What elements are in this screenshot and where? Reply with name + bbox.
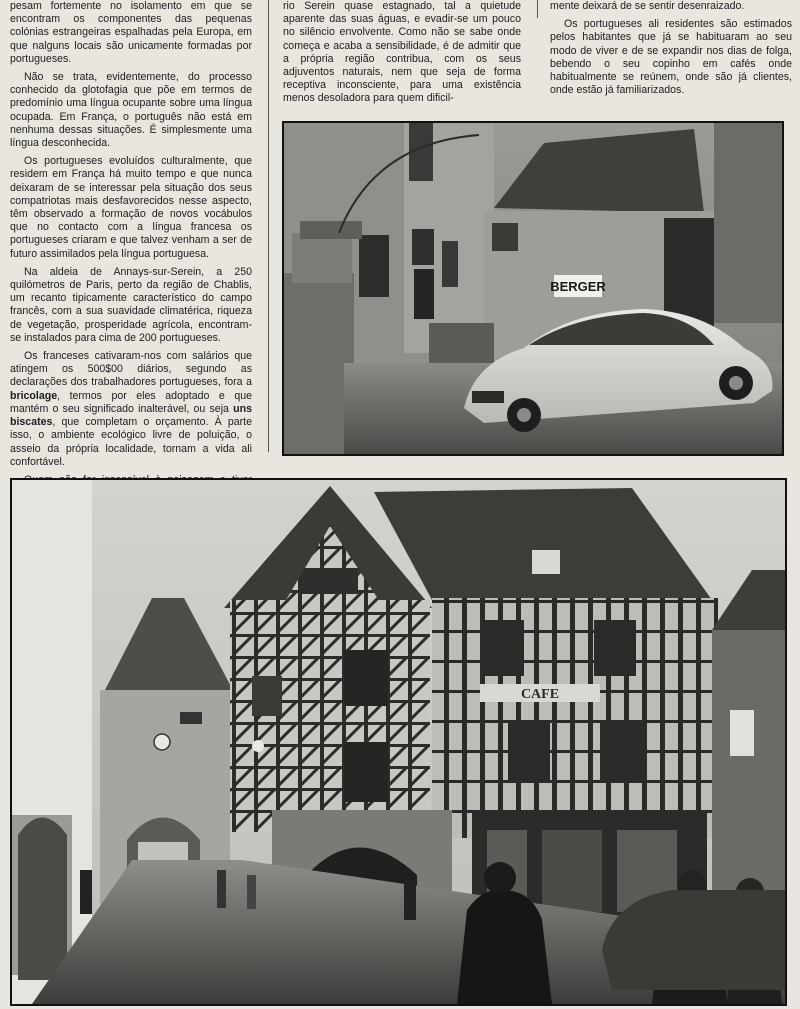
shop-sign-berger: BERGER — [550, 279, 606, 294]
paragraph-text: Os franceses cativaram-nos com salários que atingem os 500$00 diários, segundo as declarações dos trabalhadores portugueses, fora a — [10, 350, 252, 389]
paragraph: mente deixará de se sentir desenraizado. — [550, 0, 745, 12]
paragraph: Os portugueses evoluídos culturalmente, que residem em França há muito tempo e que nunca deixaram de se interessar pela situação dos seus compatriotas mais desfavorecidos nesse aspecto, têm observado a formação de novos vocábulos que no contacto com a língua francesa os portugueses criaram e que talvez venham a ser de futuro assimilados pela língua portuguesa. — [10, 155, 252, 260]
paragraph: Os portugueses ali residentes são estimados pelos habitantes que já se habituaram ao seu modo de viver e de se expandir nos dias de folga, bebendo o seu copinho em cafés onde habitualmente se reúnem, onde são já clientes, onde estão já familiarizados. — [550, 18, 792, 97]
photo-village-car — [282, 121, 784, 456]
article-column-right — [550, 0, 792, 102]
photo-village-car-illustration — [284, 123, 782, 454]
paragraph-text: , que completam o orçamento. À parte isso, o ambiente ecológico livre de poluição, o asseio da própria localidade, tornam a vida ali confortável. — [10, 416, 252, 468]
column-rule — [537, 0, 538, 18]
photo-half-timbered-square-illustration — [12, 480, 785, 1004]
column-rule — [268, 0, 269, 452]
paragraph: Não se trata, evidentemente, do processo conhecido da glotofagia que põe em termos de predomínio uma língua ocupante sobre uma língua ocupada. Em França, o português não está em nenhuma dessas situações. É simplesmente uma língua desconhecida. — [10, 71, 252, 150]
article-column-left — [10, 0, 252, 519]
paragraph — [10, 350, 252, 469]
paragraph-text: , termos por eles adoptado e que mantém o seu significado inalterável, ou seja — [10, 389, 252, 415]
article-column-middle — [283, 0, 521, 111]
paragraph: rio Serein quase estagnado, tal a quietude aparente das suas águas, e evadir-se um pouco no silêncio envolvente. Como não se sabe onde começa e acaba a sensibilidade, é de admitir que a própria região contribua, com os seus adjuventos naturais, nem que seja de forma receptiva inconsciente, para uma existência menos desoladora para quem dificil- — [283, 0, 521, 105]
bold-term: bricolage — [10, 389, 58, 402]
paragraph: Na aldeia de Annays-sur-Serein, a 250 quilómetros de Paris, perto da região de Chablis, um recanto tipicamente característico do campo francês, com a sua suavidade climatérica, riqueza de vegetação, prosperidade agrícola, encontram-se instalados para cima de 200 portugueses. — [10, 265, 252, 344]
bold-term: uns biscates — [10, 402, 252, 429]
photo-half-timbered-square — [10, 478, 787, 1006]
paragraph: pesam fortemente no isolamento em que se encontram os componentes das pequenas colónias estrangeiras espalhadas pela Europa, em que nalguns locais são unicamente formadas por portugueses. — [10, 0, 252, 65]
cafe-sign: CAFE — [520, 687, 560, 702]
